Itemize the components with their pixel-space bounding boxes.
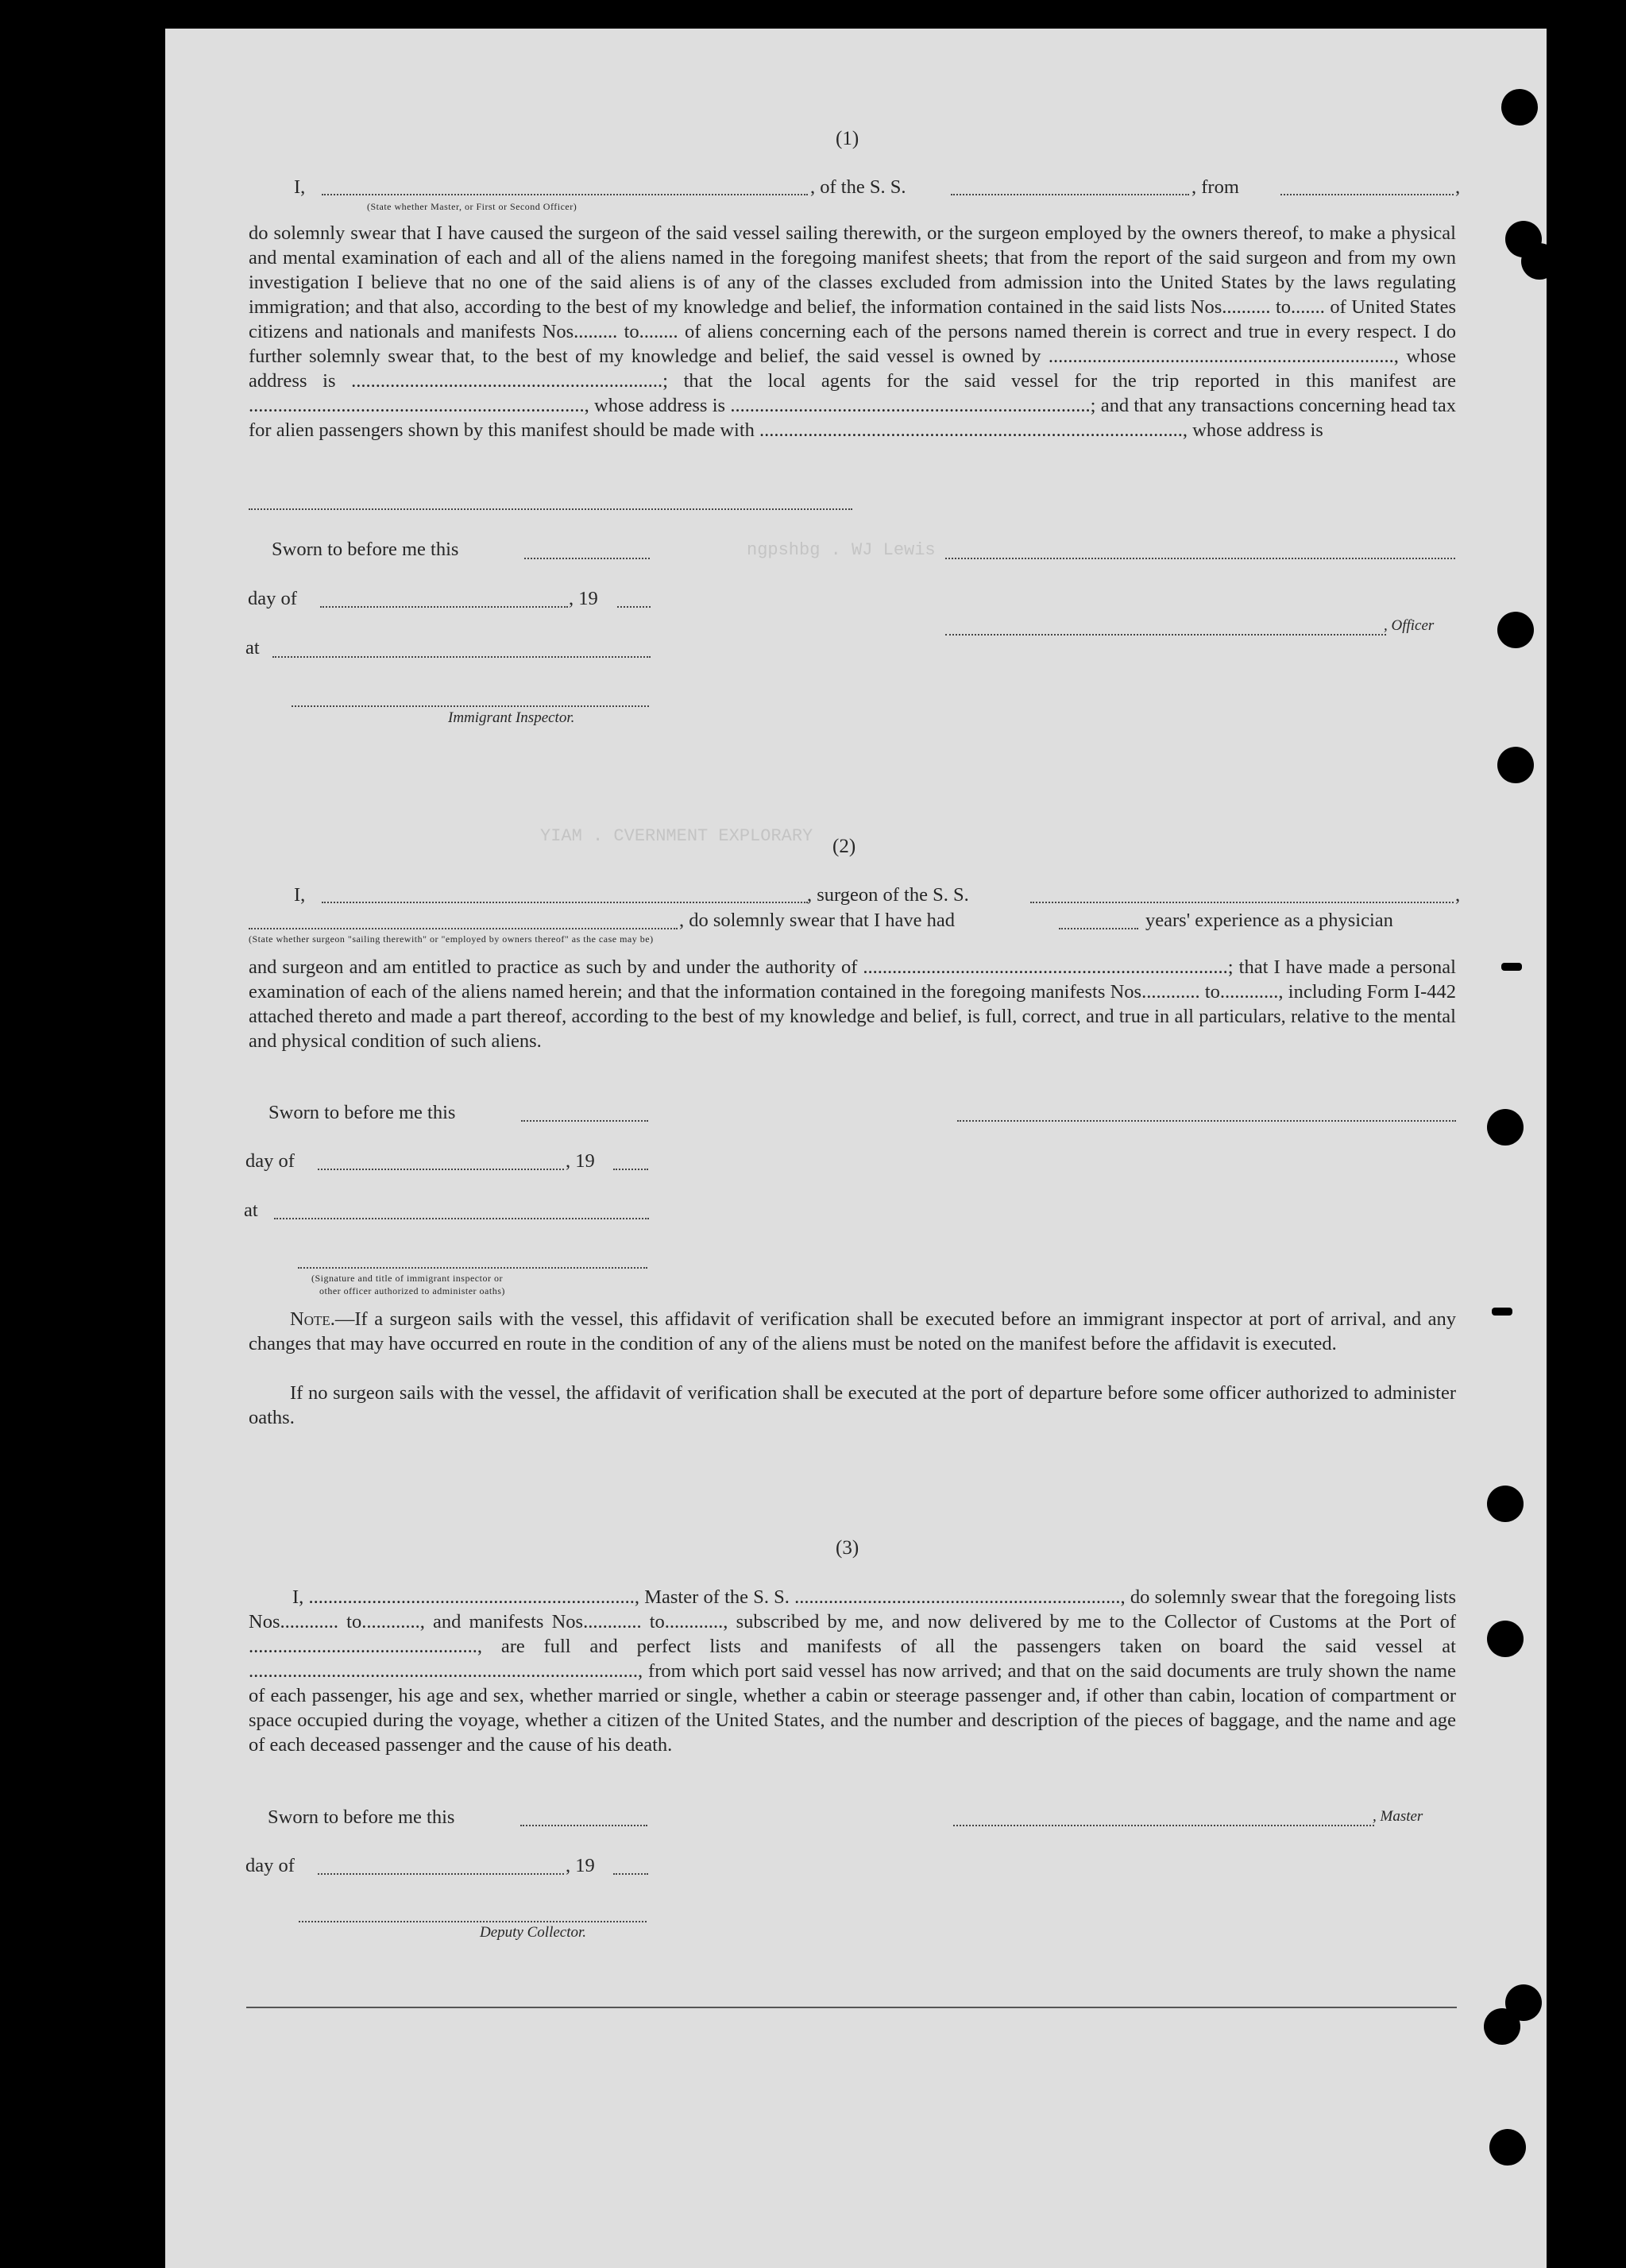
part1-from-field[interactable] [1280, 194, 1454, 195]
part1-officer-caption: (State whether Master, or First or Second Officer) [367, 201, 577, 212]
part2-sig-caption-1: (Signature and title of immigrant inspector or [311, 1273, 503, 1284]
part1-oath-body: do solemnly swear that I have caused the surgeon of the said vessel sailing therewith, or the surgeon employed by the owners thereof, to make a physical and mental examination of each and all of the aliens named in the foregoing manifest sheets; that from the report of the said surgeon and from my own investigation I believe that no one of the said aliens is of any of the classes excluded from admission into the United States by the laws regulating immigration; and that also, according to the best of my knowledge and belief, the information contained in the said lists Nos.......... to....... of United States citizens and nationals and manifests Nos......... to........ of aliens concerning each of the persons named therein is correct and true in every respect. I do further solemnly swear that, to the best of my knowledge and belief, the said vessel is owned by ......................................................................., whose address is ................................................................; that the local agents for the said vessel for the trip reported in this manifest are ....................................................................., whose address is ..........................................................................; and that any transactions concerning head tax for alien passengers shown by this manifest should be made with ......................................................................................., whose address is [249, 222, 1456, 441]
part2-surgeon-name-field[interactable] [322, 902, 808, 903]
part2-day-label: day of [245, 1150, 295, 1172]
section-number-2: (2) [832, 836, 856, 857]
part1-day-label: day of [248, 588, 297, 609]
part2-sworn-label: Sworn to before me this [268, 1102, 456, 1123]
punch-hole [1521, 243, 1558, 280]
part1-officer-sig-field[interactable] [945, 634, 1386, 636]
note-label: Note. [290, 1308, 335, 1330]
section-number-1: (1) [836, 128, 859, 149]
part1-day-field[interactable] [320, 606, 568, 608]
part2-swear-label: , do solemnly swear that I have had [679, 910, 955, 931]
part3-year-field[interactable] [613, 1873, 648, 1875]
part2-sworn-date-field[interactable] [521, 1120, 648, 1122]
part2-inspector-sig-field[interactable] [298, 1267, 647, 1269]
part2-status-caption: (State whether surgeon "sailing therewith" or "employed by owners thereof" as the case may be) [249, 933, 654, 945]
part3-oath-body: I, ..................................................................., Master of the S. S. ..................................................................., do solemnly swear that the foregoing lists Nos............ to............, and manifests Nos............ to............, subscribed by me, and now delivered by me to the Collector of Customs at the Port of ..............................................., are full and perfect lists and manifests of all the passengers taken on board the said vessel at ................................................................................, from which port said vessel has now arrived; and that on the said documents are truly shown the name of each passenger, his age and sex, whether married or single, whether a cabin or steerage passenger and, if other than cabin, location of compartment or space occupied during the voyage, whether a citizen of the United States, and the number and description of the pieces of baggage, and the name and age of each deceased passenger and the cause of his death. [249, 1586, 1456, 1756]
part2-sig-caption-2: other officer authorized to administer oaths) [319, 1285, 505, 1296]
part3-master-sig-field[interactable] [953, 1825, 1374, 1826]
part3-master-caption: , Master [1373, 1808, 1423, 1825]
part2-status-field[interactable] [249, 928, 678, 929]
part3-day-field[interactable] [318, 1873, 564, 1875]
part2-surgeon-sig-field[interactable] [957, 1120, 1456, 1122]
part2-vessel-field[interactable] [1030, 902, 1454, 903]
part2-at-label: at [244, 1200, 258, 1221]
part2-years-label: years' experience as a physician [1145, 910, 1393, 931]
bleed-through: ngpshbg . WJ Lewis [747, 540, 936, 560]
part2-year-field[interactable] [613, 1169, 648, 1170]
part1-top-sig-field[interactable] [945, 558, 1455, 559]
part3-day-label: day of [245, 1855, 295, 1876]
punch-hole [1497, 612, 1534, 648]
punch-hole [1489, 2129, 1526, 2166]
part1-comma: , [1455, 176, 1461, 198]
part2-years-field[interactable] [1059, 928, 1138, 929]
part2-year-label: , 19 [566, 1150, 595, 1172]
part3-sworn-date-field[interactable] [520, 1825, 647, 1826]
punch-hole [1484, 2008, 1520, 2045]
part1-year-label: , 19 [569, 588, 598, 609]
part1-officer-name-field[interactable] [322, 194, 808, 195]
part2-comma: , [1455, 884, 1461, 906]
part2-i-label: I, [294, 884, 306, 906]
part2-surgeon-label: , surgeon of the S. S. [807, 884, 969, 906]
part2-oath-body: and surgeon and am entitled to practice as such by and under the authority of ...........................................................................; that I have made a personal examination of each of the aliens named herein; and that the information contained in the foregoing manifests Nos............ to............, including Form I-442 attached thereto and made a part thereof, according to the best of my knowledge and belief, is full, correct, and true in all particulars, relative to the mental and physical condition of such aliens. [249, 956, 1456, 1052]
part2-note [249, 1307, 1456, 1356]
bottom-rule [246, 2007, 1457, 2008]
part1-officer-caption-label: , Officer [1384, 617, 1435, 634]
part1-agent-address-field[interactable] [249, 508, 852, 510]
part1-at-field[interactable] [272, 656, 651, 658]
punch-hole [1487, 1621, 1524, 1657]
part3-year-label: , 19 [566, 1855, 595, 1876]
part2-note-2 [249, 1381, 1456, 1430]
part3-sworn-label: Sworn to before me this [268, 1806, 455, 1828]
edge-mark [1561, 127, 1566, 132]
part3-collector-sig-field[interactable] [299, 1921, 647, 1922]
edge-mark [1501, 963, 1522, 971]
part2-day-field[interactable] [318, 1169, 564, 1170]
section-number-3: (3) [836, 1537, 859, 1559]
punch-hole [1487, 1486, 1524, 1522]
note-body-2: If no surgeon sails with the vessel, the affidavit of verification shall be executed at the port of departure before some officer authorized to administer oaths. [249, 1382, 1456, 1428]
part3-collector-caption: Deputy Collector. [480, 1924, 587, 1941]
part1-vessel-field[interactable] [951, 194, 1189, 195]
part1-sworn-date-field[interactable] [524, 558, 650, 559]
part1-i-label: I, [294, 176, 306, 198]
part1-year-field[interactable] [617, 606, 651, 608]
punch-hole [1501, 89, 1538, 126]
part2-at-field[interactable] [274, 1218, 649, 1219]
part1-from-label: , from [1191, 176, 1239, 198]
punch-hole [1487, 1109, 1524, 1146]
note-body: —If a surgeon sails with the vessel, this affidavit of verification shall be executed before an immigrant inspector at port of arrival, and any changes that may have occurred en route in the condition of any of the aliens must be noted on the manifest before the affidavit is executed. [249, 1308, 1456, 1354]
part1-at-label: at [245, 637, 260, 659]
bleed-through: YIAM . CVERNMENT EXPLORARY [540, 826, 813, 846]
edge-mark [1492, 1308, 1512, 1316]
part1-sworn-label: Sworn to before me this [272, 539, 459, 560]
punch-hole [1497, 747, 1534, 783]
part1-inspector-caption: Immigrant Inspector. [448, 709, 575, 726]
part1-inspector-sig-field[interactable] [292, 705, 649, 707]
part1-of-ss-label: , of the S. S. [810, 176, 906, 198]
